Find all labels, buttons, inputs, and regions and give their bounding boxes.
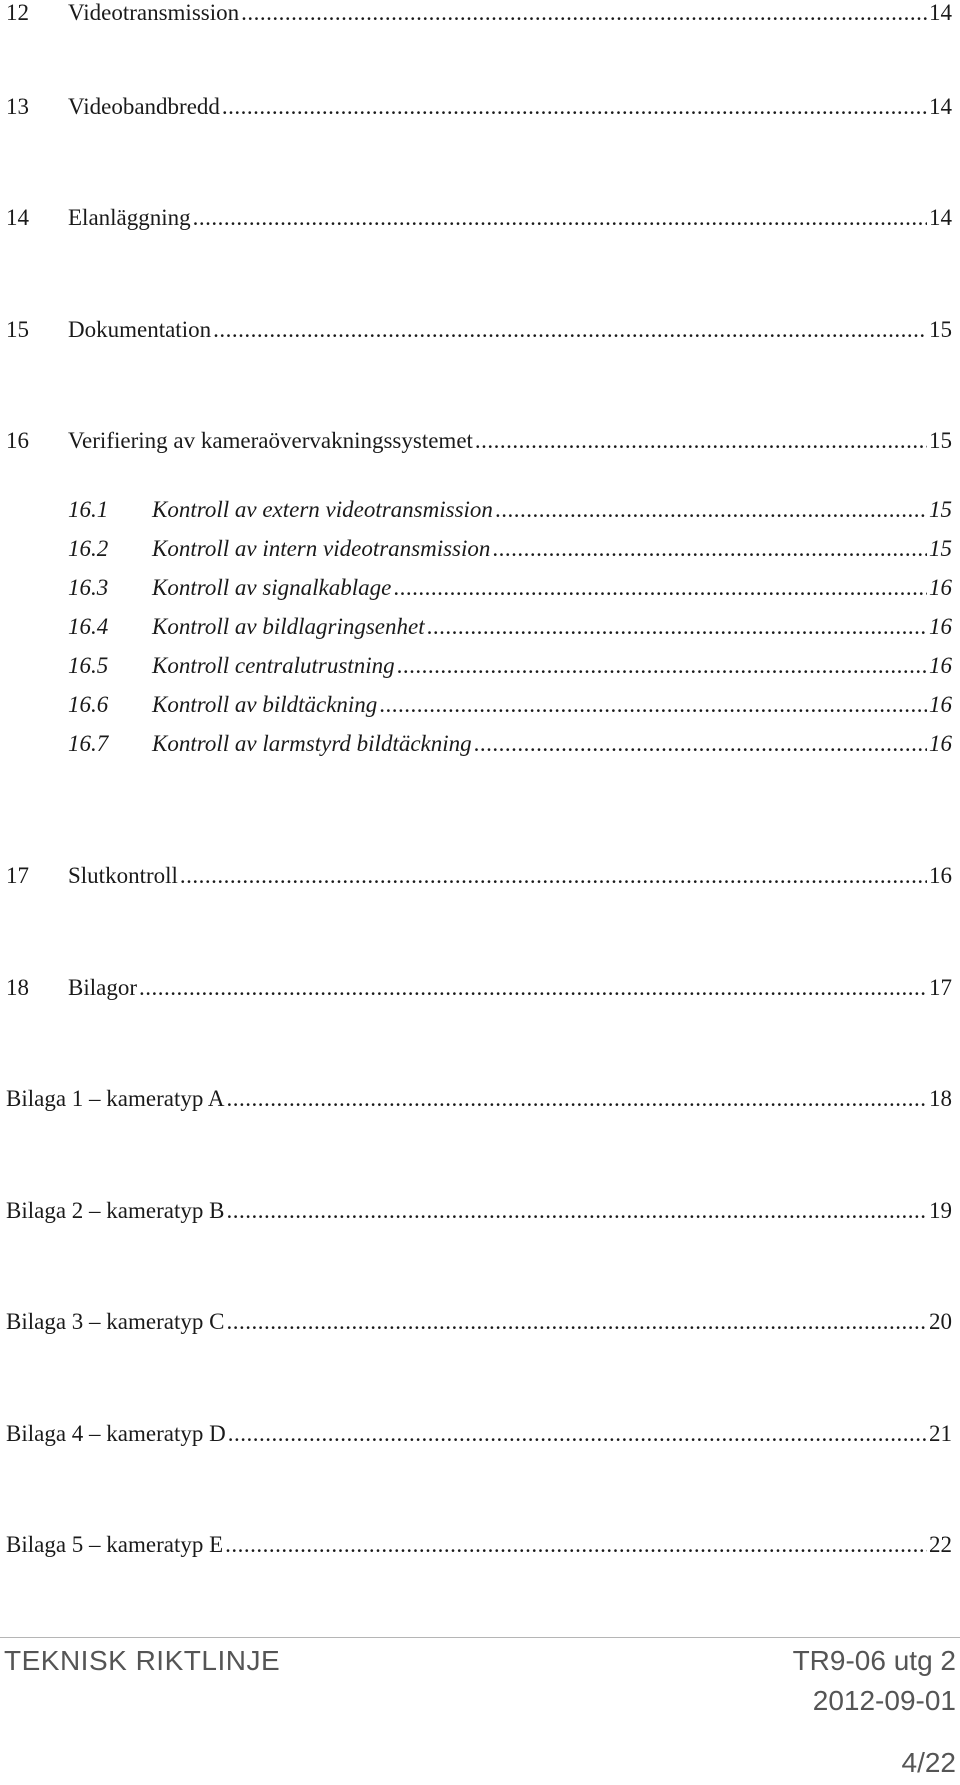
footer-document-type: TEKNISK RIKTLINJE — [4, 1645, 281, 1676]
toc-entry-bilaga-4[interactable] — [6, 1421, 952, 1447]
toc-leader-dots — [213, 317, 927, 343]
toc-page-number: 15 — [929, 317, 952, 342]
toc-title: Dokumentation — [68, 317, 212, 342]
toc-leader-dots — [379, 692, 927, 718]
toc-number: 17 — [6, 863, 29, 888]
toc-title: Verifiering av kameraövervakningssystemet — [68, 428, 473, 453]
toc-page-number: 16 — [929, 614, 952, 639]
toc-title: Kontroll av intern videotransmission — [152, 536, 491, 561]
toc-number: 16.4 — [68, 614, 109, 639]
toc-title: Videobandbredd — [68, 94, 220, 119]
toc-leader-dots — [393, 575, 927, 601]
toc-page-number: 18 — [929, 1086, 952, 1111]
toc-number: 16.3 — [68, 575, 109, 600]
toc-entry-16[interactable] — [6, 428, 952, 454]
toc-page-number: 15 — [929, 497, 952, 522]
toc-page-number: 22 — [929, 1532, 952, 1557]
toc-title: Videotransmission — [68, 0, 240, 25]
toc-entry-bilaga-3[interactable] — [6, 1309, 952, 1335]
toc-leader-dots — [492, 536, 927, 562]
toc-leader-dots — [226, 1198, 927, 1224]
toc-title: Elanläggning — [68, 205, 191, 230]
toc-page-number: 16 — [929, 692, 952, 717]
toc-leader-dots — [241, 0, 927, 26]
toc-leader-dots — [193, 205, 927, 231]
toc-entry-bilaga-1[interactable] — [6, 1086, 952, 1112]
toc-page-number: 19 — [929, 1198, 952, 1223]
toc-leader-dots — [397, 653, 927, 679]
toc-title: Kontroll av signalkablage — [152, 575, 392, 600]
toc-page-number: 14 — [929, 94, 952, 119]
toc-leader-dots — [475, 428, 927, 454]
toc-leader-dots — [427, 614, 927, 640]
toc-entry-17[interactable] — [6, 863, 952, 889]
toc-entry-16-4[interactable] — [6, 614, 952, 640]
toc-title: Bilaga 2 – kameratyp B — [6, 1198, 225, 1223]
toc-leader-dots — [474, 731, 927, 757]
toc-title: Kontroll av bildlagringsenhet — [152, 614, 425, 639]
toc-entry-16-5[interactable] — [6, 653, 952, 679]
toc-title: Kontroll av extern videotransmission — [152, 497, 493, 522]
toc-number: 16 — [6, 428, 29, 453]
toc-number: 13 — [6, 94, 29, 119]
toc-title: Kontroll av larmstyrd bildtäckning — [152, 731, 472, 756]
toc-entry-16-2[interactable] — [6, 536, 952, 562]
toc-entry-15[interactable] — [6, 317, 952, 343]
toc-entry-16-6[interactable] — [6, 692, 952, 718]
toc-page-number: 15 — [929, 536, 952, 561]
toc-number: 15 — [6, 317, 29, 342]
toc-number: 12 — [6, 0, 29, 25]
toc-title: Slutkontroll — [68, 863, 178, 888]
toc-leader-dots — [222, 94, 927, 120]
toc-title: Bilagor — [68, 975, 137, 1000]
toc-page-number: 14 — [929, 0, 952, 25]
toc-page-number: 16 — [929, 731, 952, 756]
toc-page-number: 20 — [929, 1309, 952, 1334]
toc-page-number: 16 — [929, 653, 952, 678]
toc-entry-14[interactable] — [6, 205, 952, 231]
toc-number: 16.5 — [68, 653, 109, 678]
toc-number: 18 — [6, 975, 29, 1000]
toc-title: Bilaga 5 – kameratyp E — [6, 1532, 224, 1557]
toc-leader-dots — [226, 1309, 927, 1335]
toc-page-number: 17 — [929, 975, 952, 1000]
toc-entry-bilaga-5[interactable] — [6, 1532, 952, 1558]
toc-page-number: 21 — [929, 1421, 952, 1446]
toc-entry-16-3[interactable] — [6, 575, 952, 601]
toc-number: 16.6 — [68, 692, 109, 717]
toc-entry-bilaga-2[interactable] — [6, 1198, 952, 1224]
page-footer — [0, 1637, 960, 1785]
toc-page-number: 15 — [929, 428, 952, 453]
toc-leader-dots — [180, 863, 927, 889]
toc-entry-13[interactable] — [6, 94, 952, 120]
footer-date: 2012-09-01 — [812, 1685, 956, 1716]
toc-page-number: 16 — [929, 575, 952, 600]
footer-document-id: TR9-06 utg 2 — [792, 1645, 956, 1676]
toc-entry-16-7[interactable] — [6, 731, 952, 757]
toc-leader-dots — [495, 497, 927, 523]
toc-page-number: 14 — [929, 205, 952, 230]
toc-page-number: 16 — [929, 863, 952, 888]
toc-title: Bilaga 3 – kameratyp C — [6, 1309, 225, 1334]
footer-page-number: 4/22 — [901, 1747, 956, 1778]
toc-leader-dots — [228, 1421, 927, 1447]
toc-leader-dots — [226, 1086, 927, 1112]
toc-entry-18[interactable] — [6, 975, 952, 1001]
toc-title: Kontroll centralutrustning — [152, 653, 395, 678]
toc-number: 16.1 — [68, 497, 109, 522]
toc-entry-12[interactable] — [6, 0, 952, 26]
toc-title: Kontroll av bildtäckning — [152, 692, 378, 717]
toc-leader-dots — [139, 975, 927, 1001]
toc-title: Bilaga 4 – kameratyp D — [6, 1421, 226, 1446]
toc-number: 16.2 — [68, 536, 109, 561]
toc-leader-dots — [225, 1532, 927, 1558]
toc-entry-16-1[interactable] — [6, 497, 952, 523]
toc-title: Bilaga 1 – kameratyp A — [6, 1086, 225, 1111]
toc-number: 16.7 — [68, 731, 109, 756]
toc-number: 14 — [6, 205, 29, 230]
